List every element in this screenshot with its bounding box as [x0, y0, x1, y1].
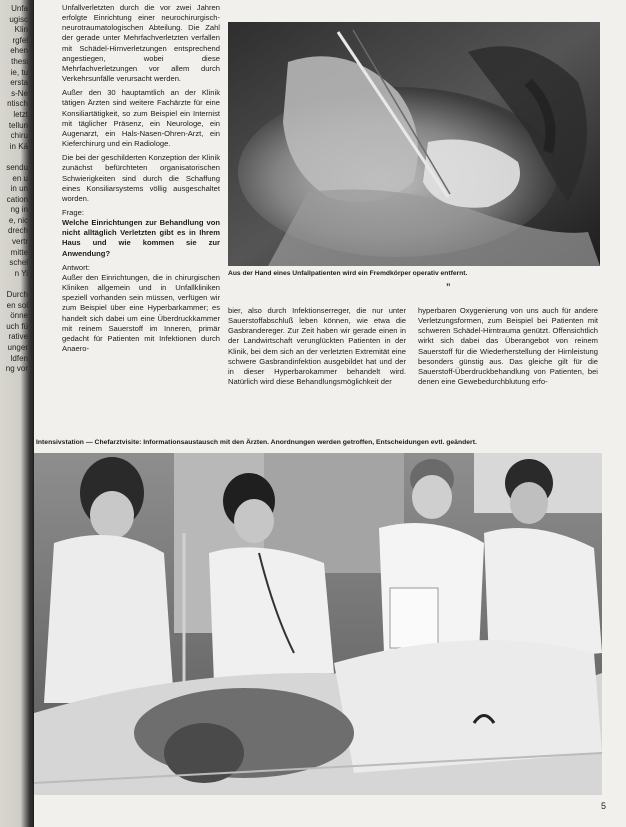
edge-line: in un — [10, 184, 28, 194]
paragraph: bier, also durch Infektionserreger, die nur unter Sauerstoffabschluß leben können, wie etwa die Gasbrandereger. Zur Zeit haben wir gerade einen in der Landwirtschaft verunglückten Patienten in der Klinik, bei dem sich an der verletzten Extremität eine schwere Gasbrandinfektion ausgebildet hat und der in dieser Hyperbarokammer behandelt wird. Natürlich wird diese Behandlungsmöglichkeit der — [228, 306, 406, 387]
paragraph: hyperbaren Oxygenierung von uns auch für andere Verletzungsformen, zum Beispiel bei Patienten mit schweren Schädel-Hirntrauma genützt. Offensichtlich wirkt sich dabei das Überangebot von reinem Sauerstoff für die Wiederherstellung der Hirnleistung besonders günstig aus. Das gleiche gilt für die Sauerstoff-Überdruckbehandlung von Patienten, bei denen eine Gewebedurchblutung erfo- — [418, 306, 598, 387]
edge-line: önne — [10, 311, 28, 321]
photo-caption-bottom: Intensivstation — Chefarztvisite: Informationsaustausch mit den Ärzten. Anordnungen werden getroffen, Entscheidungen evtl. geändert. — [36, 439, 477, 446]
edge-line: letzt — [13, 109, 28, 119]
edge-line: in Kä — [9, 141, 28, 151]
edge-line: thesi — [11, 56, 28, 66]
paragraph: Unfallverletzten durch die vor zwei Jahren erfolgte Einrichtung einer neurochirurgisch-neurotraumatologischen Abteilung. Die Zahl der gerade unter Mehrfachverletzten verfallen mit Schädel-Hirnverletzungen entsprechend angestiegen, wobei diese Mehrfachverletzungen vor allem durch Verkehrsunfälle verursacht werden. — [62, 3, 220, 84]
surgery-photo — [228, 22, 600, 266]
edge-line: Durch — [6, 290, 28, 300]
question-label: Frage: — [62, 207, 84, 217]
edge-line: ugisc — [9, 14, 28, 24]
edge-line: n Yi — [14, 268, 28, 278]
article-column-1 — [62, 3, 220, 358]
page-number: 5 — [600, 801, 606, 811]
marker-glyph: ” — [446, 282, 451, 292]
edge-line: ng vor — [5, 364, 28, 374]
edge-line: tellun — [8, 120, 28, 130]
edge-line: vertr — [12, 237, 28, 247]
edge-line: rgfel — [12, 35, 28, 45]
article-column-2 — [228, 306, 406, 391]
paragraph: Außer den 30 hauptamtlich an der Klinik tätigen Ärzten sind weitere Fachärzte für eine Konsiliartätigkeit, so zum Beispiel ein Internist mit täglicher Präsenz, ein Neurologe, ein Augenarzt, ein Hals-Nasen-Ohren-Arzt, ein Kieferchirurg und ein Radiologe. — [62, 88, 220, 149]
left-edge-text — [0, 4, 32, 424]
photo-caption-top: Aus der Hand eines Unfallpatienten wird ein Fremdkörper operativ entfernt. — [228, 270, 468, 277]
edge-line: en sol — [6, 300, 28, 310]
edge-line: ehen — [10, 46, 28, 56]
edge-line: mitte — [10, 247, 28, 257]
edge-line: unger — [7, 343, 28, 352]
edge-line: Unfa — [11, 4, 28, 13]
edge-line: drech — [7, 226, 28, 236]
edge-line — [0, 279, 32, 290]
edge-line: Klin — [14, 25, 28, 35]
edge-line: s-Ne — [11, 88, 28, 98]
edge-line: rative — [8, 332, 28, 342]
edge-line: sendu — [6, 162, 28, 172]
edge-line: chiru — [10, 131, 28, 141]
answer-label: Antwort: — [62, 262, 90, 272]
edge-line: ldfen — [10, 353, 28, 363]
paragraph: Die bei der geschilderten Konzeption der Klinik zunächst befürchteten organisatorischen Schwierigkeiten sind durch die Schaffung eines Konsiliarsystems völlig ausgeschaltet worden. — [62, 153, 220, 203]
edge-line: en u — [12, 173, 28, 183]
edge-line: schel — [9, 258, 28, 268]
edge-line: cation — [6, 194, 28, 204]
edge-line: ng in — [10, 205, 28, 215]
question-text: Welche Einrichtungen zur Behandlung von nicht alltäglich Verletzten gibt es in Ihrem Haus und wie kommen sie zur Anwendung? — [62, 218, 220, 258]
edge-line: e, nic — [8, 215, 28, 225]
edge-line: ersta — [10, 78, 28, 88]
answer-text: Außer den Einrichtungen, die in chirurgischen Kliniken allgemein und in Unfallkliniken speziell vorhanden sein müssen, verfügen wir zum Beispiel über eine Hyperbarkammer; es handelt sich dabei um eine Überdruckkammer mit reinem Sauerstoff im Inneren, primär gedacht für Patienten mit Infektionen durch Anaero- — [62, 272, 220, 353]
icu-photo — [34, 453, 602, 795]
edge-line — [0, 152, 32, 163]
edge-line: ie, tu — [10, 67, 28, 77]
edge-line: uch fü — [6, 321, 28, 331]
edge-line: ntisch — [7, 99, 28, 109]
article-column-3 — [418, 306, 598, 391]
